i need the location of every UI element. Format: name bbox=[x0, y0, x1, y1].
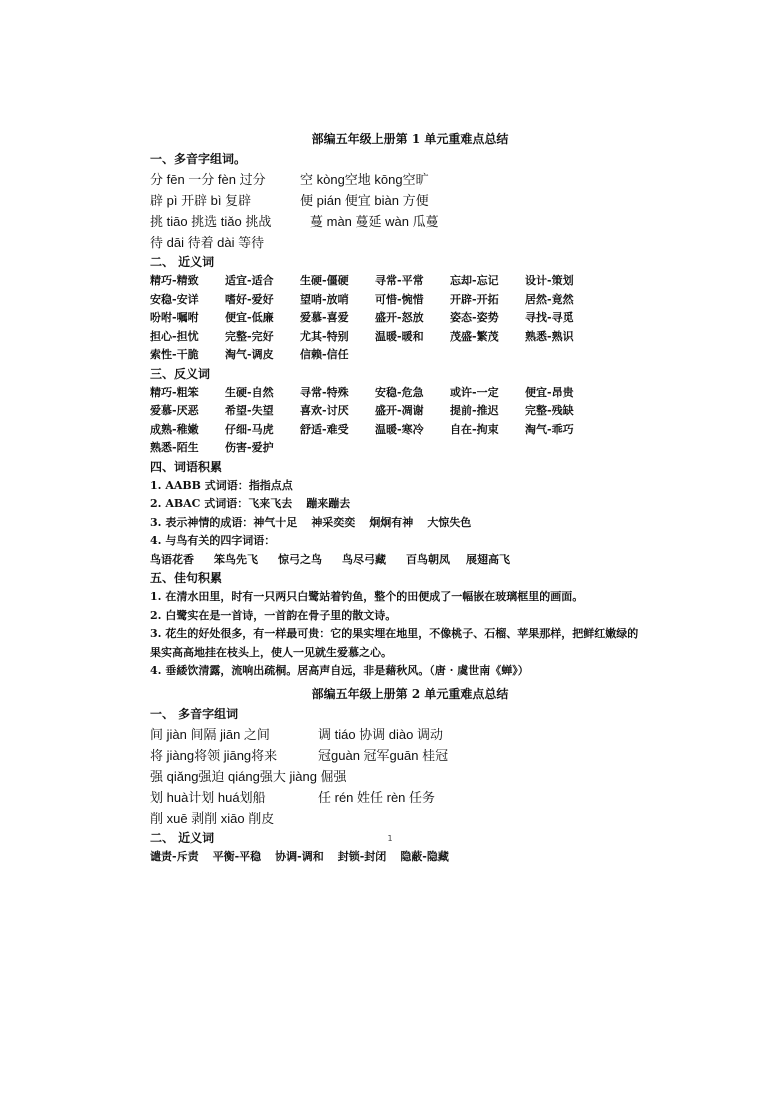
unit1-polyphonic-row bbox=[150, 190, 640, 211]
unit2-polyphonic-row bbox=[150, 766, 640, 787]
word-pair: 精巧-精致 bbox=[150, 274, 199, 287]
word-pair: 舒适-难受 bbox=[300, 422, 349, 436]
word-pair: 伤害-爱护 bbox=[225, 441, 274, 454]
word-pair: 寻常-特殊 bbox=[300, 385, 349, 399]
word-pair: 居然-竟然 bbox=[525, 292, 574, 306]
word-pair: 谴责-斥责 bbox=[150, 849, 199, 863]
polyphonic-cell: 辟 pì 开辟 bì 复辟 bbox=[150, 193, 252, 208]
word-pair: 温暖-暖和 bbox=[375, 329, 424, 343]
word-pair: 完整-完好 bbox=[225, 329, 274, 343]
word-pair: 嗜好-爱好 bbox=[225, 292, 274, 306]
polyphonic-cell: 蔓 màn 蔓延 wàn 瓜蔓 bbox=[310, 214, 439, 229]
unit2-polyphonic-row bbox=[150, 808, 640, 829]
word-pair: 或许-一定 bbox=[450, 385, 499, 399]
word-pair: 可惜-惋惜 bbox=[375, 292, 424, 306]
vocab-line-abac bbox=[150, 495, 640, 514]
synonym-row bbox=[150, 309, 640, 328]
vocab-word: 百鸟朝凤 bbox=[406, 552, 450, 566]
vocab-label: 1. AABB 式词语： bbox=[150, 478, 249, 492]
vocab-word: 鸟语花香 bbox=[150, 552, 194, 566]
unit1-section-vocabulary-heading: 四、词语积累 bbox=[150, 459, 223, 474]
unit1-section-synonyms-heading: 二、 近义词 bbox=[150, 255, 215, 269]
unit2-polyphonic-row bbox=[150, 724, 640, 745]
word-pair: 喜欢-讨厌 bbox=[300, 404, 349, 417]
polyphonic-cell: 强 qiǎng强迫 qiáng强大 jiàng 倔强 bbox=[150, 768, 347, 784]
vocab-word: 大惊失色 bbox=[427, 515, 472, 529]
word-pair: 盛开-凋谢 bbox=[375, 404, 424, 417]
word-pair: 成熟-稚嫩 bbox=[150, 422, 199, 436]
word-pair: 忘却-忘记 bbox=[450, 274, 499, 287]
polyphonic-cell: 划 huà计划 huá划船 bbox=[150, 789, 266, 805]
vocab-word: 神采奕奕 bbox=[311, 515, 356, 529]
unit1-section-sentences-heading: 五、佳句积累 bbox=[150, 571, 223, 585]
unit1-synonyms-grid bbox=[150, 272, 640, 365]
word-pair: 生硬-自然 bbox=[225, 385, 274, 399]
word-pair: 吩咐-嘱咐 bbox=[150, 311, 199, 324]
unit1-polyphonic-row bbox=[150, 232, 640, 253]
word-pair: 信赖-信任 bbox=[300, 348, 349, 361]
polyphonic-cell: 间 jiàn 间隔 jiān 之间 bbox=[150, 726, 270, 742]
unit1-section-polyphonic-heading: 一、多音字组词。 bbox=[150, 152, 247, 166]
unit1-polyphonic-row bbox=[150, 169, 640, 190]
unit1-polyphonic-row bbox=[150, 211, 640, 232]
word-pair: 安稳-安详 bbox=[150, 292, 199, 306]
sentence-1: 1. 在清水田里，时有一只两只白鹭站着钓鱼，整个的田便成了一幅嵌在玻璃框里的画面。 bbox=[150, 590, 584, 603]
word-pair: 平衡-平稳 bbox=[212, 849, 262, 863]
vocab-word: 笨鸟先飞 bbox=[214, 552, 258, 566]
word-pair: 寻找-寻觅 bbox=[525, 311, 574, 324]
unit1-section-antonyms-heading: 三、反义词 bbox=[150, 366, 211, 381]
word-pair: 姿态-姿势 bbox=[450, 311, 499, 324]
word-pair: 寻常-平常 bbox=[375, 274, 424, 287]
word-pair: 协调-调和 bbox=[275, 849, 324, 863]
vocab-word: 指指点点 bbox=[248, 478, 293, 492]
vocab-label: 3. 表示神情的成语： bbox=[150, 515, 254, 529]
word-pair: 索性-干脆 bbox=[150, 348, 199, 361]
word-pair: 淘气-乖巧 bbox=[525, 422, 574, 436]
vocab-word: 神气十足 bbox=[253, 515, 298, 529]
unit2-synonyms-line bbox=[150, 848, 640, 867]
polyphonic-cell: 将 jiàng将领 jiāng将来 bbox=[150, 747, 278, 763]
unit2-section-synonyms-heading: 二、 近义词 bbox=[150, 830, 215, 845]
antonym-row bbox=[150, 421, 640, 440]
word-pair: 安稳-危急 bbox=[375, 385, 424, 399]
vocab-line-expressions bbox=[150, 514, 640, 533]
unit2-section-polyphonic-heading: 一、 多音字组词 bbox=[150, 706, 239, 721]
word-pair: 担心-担忧 bbox=[150, 329, 199, 343]
word-pair: 便宜-昂贵 bbox=[525, 385, 574, 399]
word-pair: 仔细-马虎 bbox=[225, 422, 274, 436]
document-page bbox=[150, 128, 640, 866]
word-pair: 希望-失望 bbox=[225, 404, 274, 417]
word-pair: 自在-拘束 bbox=[450, 422, 499, 436]
polyphonic-cell: 便 pián 便宜 biàn 方便 bbox=[300, 193, 429, 208]
polyphonic-cell: 挑 tiāo 挑选 tiǎo 挑战 bbox=[150, 214, 272, 229]
word-pair: 便宜-低廉 bbox=[225, 311, 274, 324]
antonym-row bbox=[150, 384, 640, 403]
antonym-row bbox=[150, 402, 640, 421]
word-pair: 适宜-适合 bbox=[225, 274, 274, 287]
synonym-row bbox=[150, 291, 640, 310]
polyphonic-cell: 分 fēn 一分 fèn 过分 bbox=[150, 172, 266, 187]
vocab-line-aabb bbox=[150, 477, 640, 496]
unit1-title: 部编五年级上册第 1 单元重难点总结 bbox=[311, 132, 509, 146]
polyphonic-cell: 空 kòng空地 kōng空旷 bbox=[300, 172, 429, 187]
synonym-row bbox=[150, 272, 640, 291]
synonym-row bbox=[150, 346, 640, 365]
polyphonic-cell: 待 dāi 待着 dài 等待 bbox=[150, 235, 265, 250]
word-pair: 熟悉-熟识 bbox=[525, 329, 574, 343]
polyphonic-cell: 任 rén 姓任 rèn 任务 bbox=[318, 789, 436, 805]
vocab-word: 鸟尽弓藏 bbox=[342, 552, 386, 566]
page-number: 1 bbox=[387, 834, 393, 843]
word-pair: 设计-策划 bbox=[525, 274, 574, 287]
word-pair: 望哨-放哨 bbox=[300, 292, 349, 306]
vocab-word: 蹦来蹦去 bbox=[306, 497, 351, 510]
word-pair: 隐蔽-隐藏 bbox=[400, 849, 449, 863]
word-pair: 完整-残缺 bbox=[525, 404, 574, 417]
polyphonic-cell: 冠guàn 冠军guān 桂冠 bbox=[318, 747, 449, 763]
word-pair: 提前-推迟 bbox=[450, 404, 499, 417]
antonym-row bbox=[150, 439, 640, 458]
word-pair: 爱慕-厌恶 bbox=[150, 404, 199, 417]
word-pair: 温暖-寒冷 bbox=[375, 422, 424, 436]
vocab-word: 炯炯有神 bbox=[369, 515, 414, 529]
vocab-word: 展翅高飞 bbox=[466, 552, 510, 566]
word-pair: 尤其-特别 bbox=[300, 329, 349, 343]
unit2-polyphonic-row bbox=[150, 787, 640, 808]
vocab-line-birds-label: 4. 与鸟有关的四字词语： bbox=[150, 534, 276, 547]
vocab-word: 惊弓之鸟 bbox=[278, 552, 322, 566]
word-pair: 熟悉-陌生 bbox=[150, 441, 199, 454]
word-pair: 精巧-粗笨 bbox=[150, 385, 199, 399]
sentence-4: 4. 垂緌饮清露，流响出疏桐。居高声自远，非是藉秋风。（唐 · 虞世南《蝉》） bbox=[150, 664, 529, 677]
unit2-title: 部编五年级上册第 2 单元重难点总结 bbox=[311, 686, 509, 701]
word-pair: 开辟-开拓 bbox=[450, 292, 499, 306]
word-pair: 爱慕-喜爱 bbox=[300, 311, 349, 324]
sentence-3: 3. 花生的好处很多，有一样最可贵：它的果实埋在地里，不像桃子、石榴、苹果那样，把鲜红嫩绿的果实高高地挂在枝头上，使人一见就生爱慕之心。 bbox=[150, 627, 639, 659]
unit1-antonyms-grid bbox=[150, 384, 640, 458]
polyphonic-cell: 调 tiáo 协调 diào 调动 bbox=[318, 726, 443, 742]
vocab-word: 飞来飞去 bbox=[248, 497, 293, 510]
word-pair: 淘气-调皮 bbox=[225, 348, 274, 361]
word-pair: 盛开-怒放 bbox=[375, 311, 424, 324]
unit2-polyphonic-row bbox=[150, 745, 640, 766]
sentence-2: 2. 白鹭实在是一首诗，一首韵在骨子里的散文诗。 bbox=[150, 608, 397, 622]
vocab-line-birds bbox=[150, 551, 640, 570]
word-pair: 茂盛-繁茂 bbox=[450, 329, 499, 343]
word-pair: 生硬-僵硬 bbox=[300, 274, 349, 287]
polyphonic-cell: 削 xuē 剥削 xiāo 削皮 bbox=[150, 810, 275, 826]
word-pair: 封锁-封闭 bbox=[337, 849, 387, 863]
synonym-row bbox=[150, 328, 640, 347]
vocab-label: 2. ABAC 式词语： bbox=[150, 497, 249, 510]
